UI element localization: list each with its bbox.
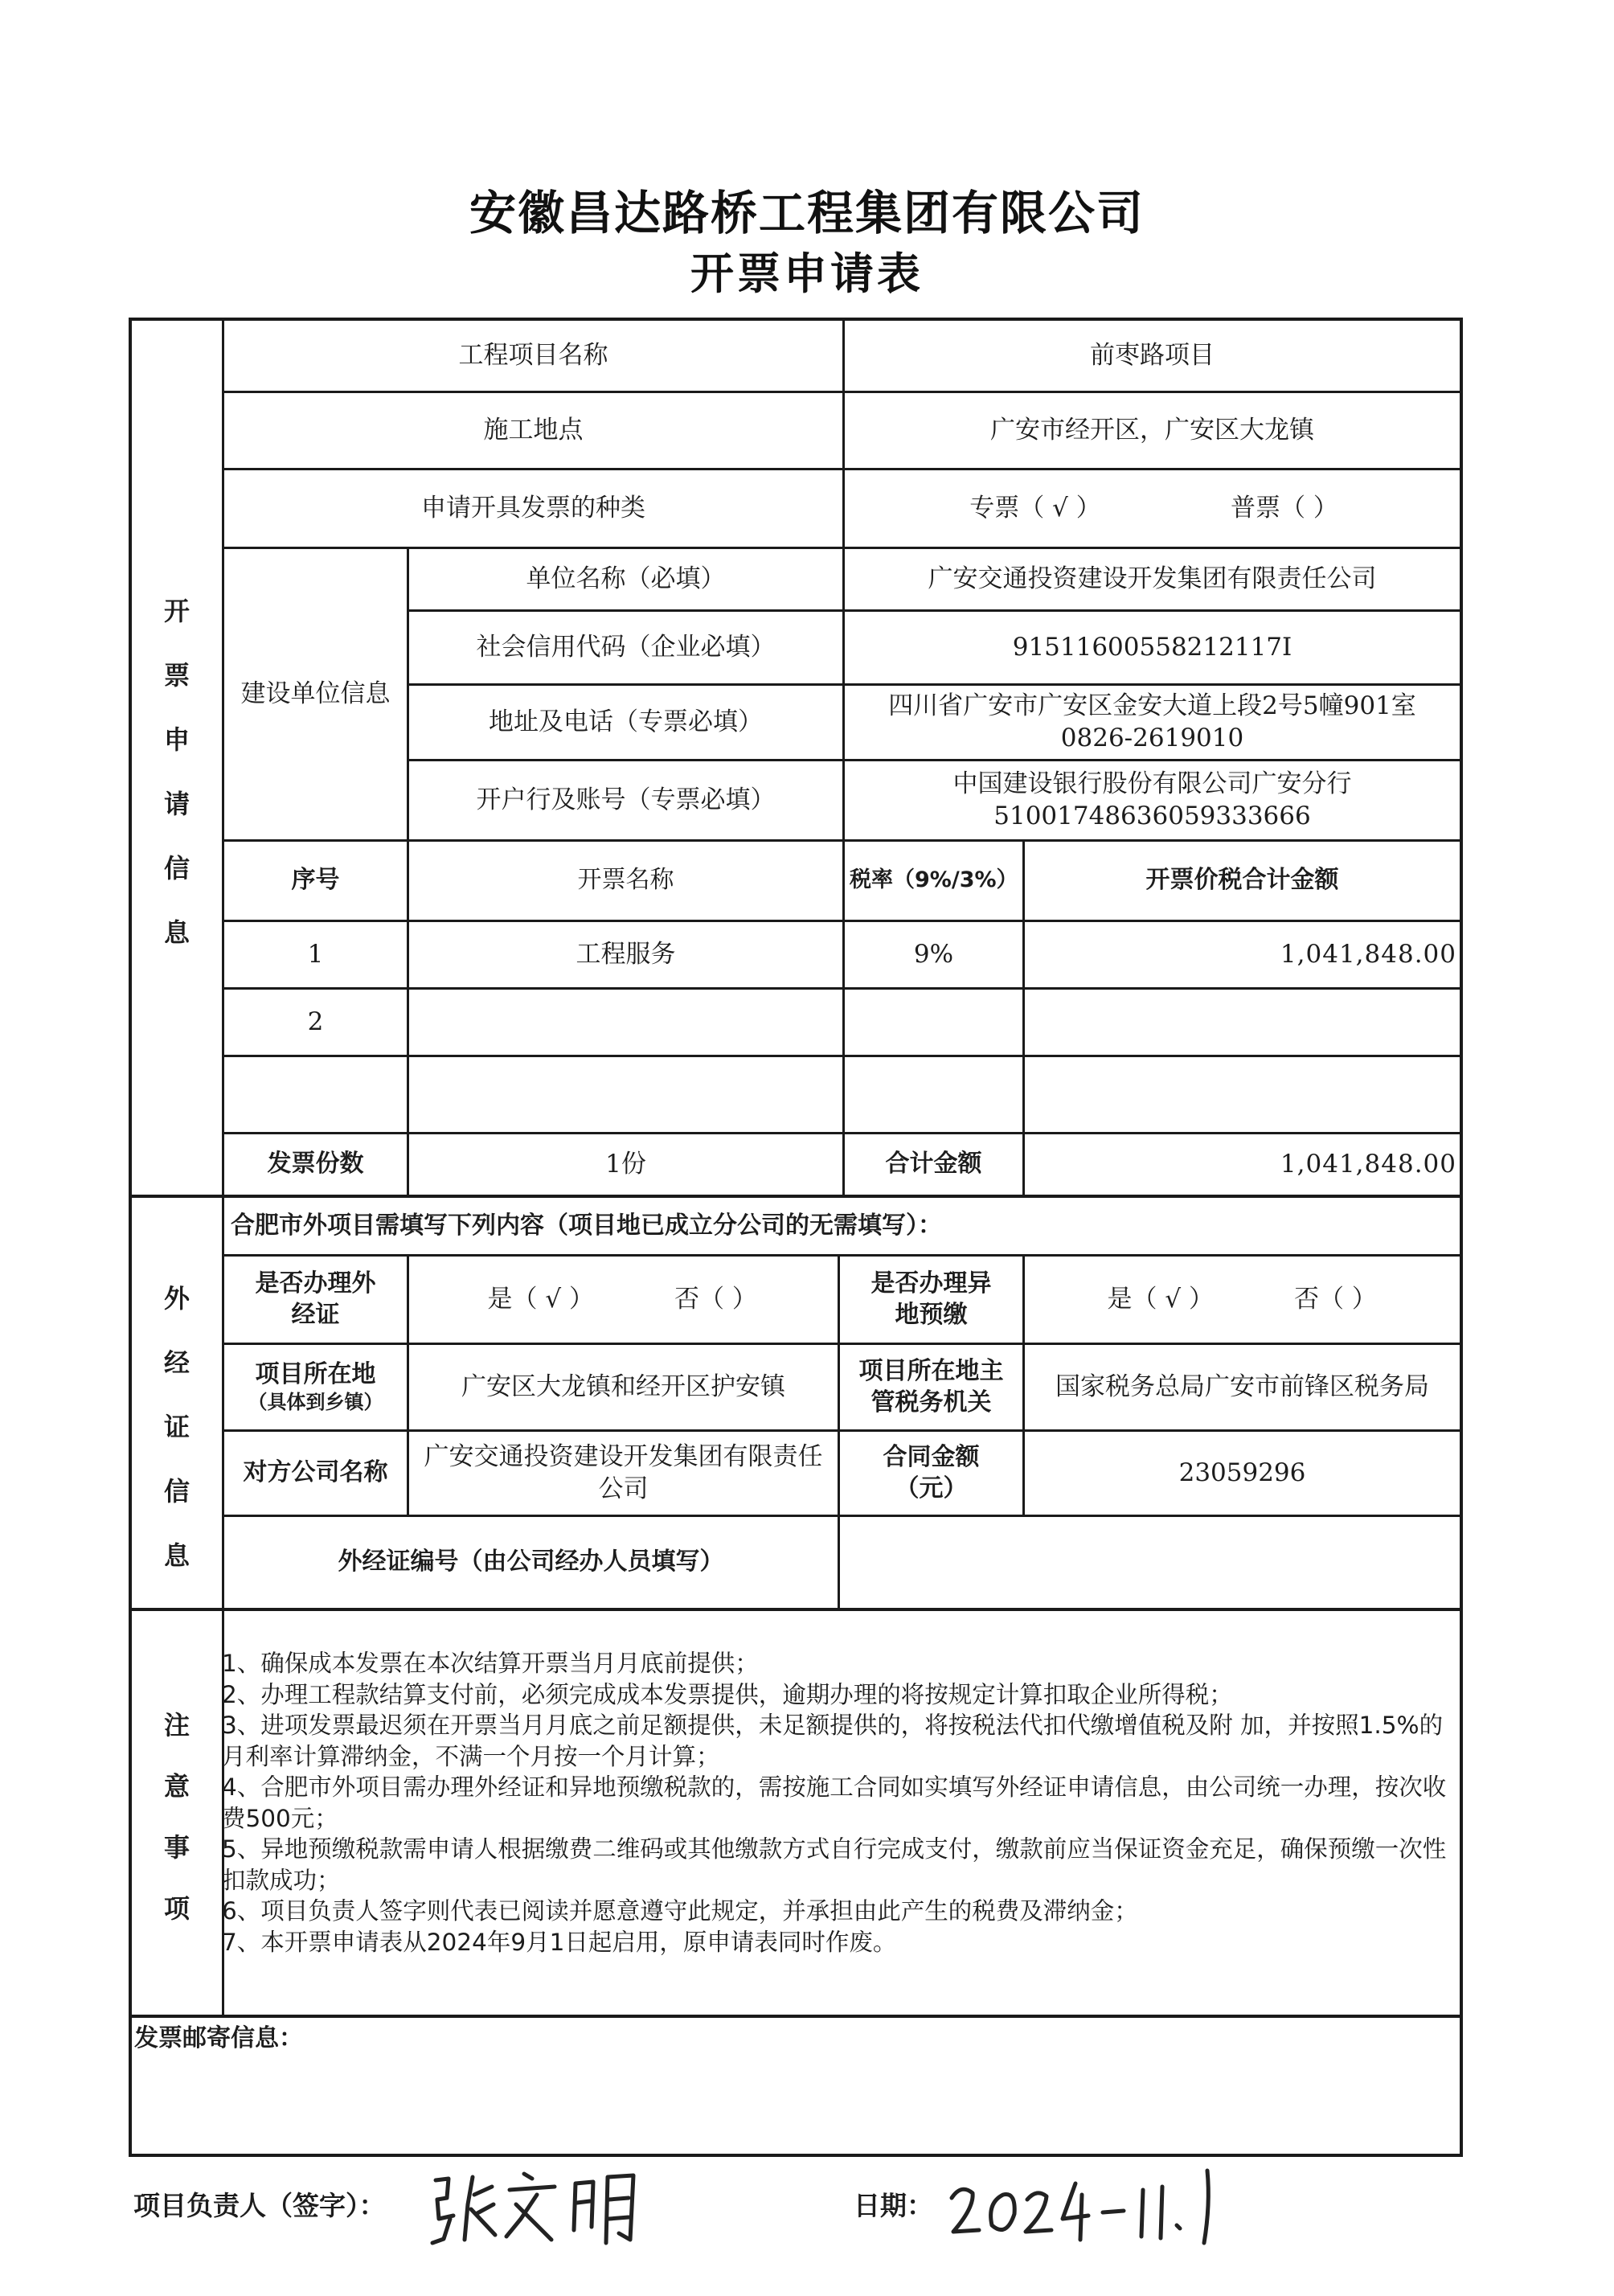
builder-name-label: 单位名称（必填） xyxy=(526,564,726,593)
side-label-notes xyxy=(132,1680,222,1954)
location-label xyxy=(224,1345,407,1429)
counterparty-label: 对方公司名称 xyxy=(243,1458,388,1487)
side-char: 经 xyxy=(163,1347,190,1378)
address-label: 地址及电话（专票必填） xyxy=(489,707,763,736)
builder-group-label: 建设单位信息 xyxy=(240,679,391,708)
side-char: 息 xyxy=(163,1540,190,1571)
item-2-no: 2 xyxy=(307,1007,324,1036)
side-char: 事 xyxy=(163,1832,190,1863)
items-header-no: 序号 xyxy=(291,866,340,895)
item-2-rate xyxy=(845,990,1022,1055)
mailing-info-label: 发票邮寄信息： xyxy=(134,2024,303,2052)
notes-list xyxy=(222,1648,1460,1958)
copies-value: 1份 xyxy=(605,1149,646,1179)
note-item: 6、项目负责人签字则代表已阅读并愿意遵守此规定，并承担由此产生的税费及滞纳金； xyxy=(222,1897,1138,1925)
side-char: 申 xyxy=(163,724,190,755)
contract-value: 23059296 xyxy=(1178,1458,1306,1487)
bank-label: 开户行及账号（专票必填） xyxy=(476,785,776,814)
note-item: 1、确保成本发票在本次结算开票当月月底前提供； xyxy=(222,1650,759,1677)
total-label: 合计金额 xyxy=(885,1150,982,1179)
credit-code-label: 社会信用代码（企业必填） xyxy=(476,632,776,662)
side-char: 注 xyxy=(163,1710,190,1740)
prepay-no: 否（ ） xyxy=(1294,1284,1377,1314)
side-char: 信 xyxy=(163,853,190,884)
handwritten-date xyxy=(945,2163,1235,2251)
cert-no: 否（ ） xyxy=(674,1284,757,1314)
special-invoice-option: 专票（ √ ） xyxy=(969,493,1101,523)
item-1-name: 工程服务 xyxy=(576,939,676,969)
item-2-name xyxy=(409,990,842,1055)
copies-label: 发票份数 xyxy=(267,1150,364,1179)
builder-name-value: 广安交通投资建设开发集团有限责任公司 xyxy=(928,564,1377,593)
handwritten-signature xyxy=(426,2163,659,2251)
note-item: 4、合肥市外项目需办理外经证和异地预缴税款的，需按施工合同如实填写外经证申请信息，由公司统一办理，按次收费500元； xyxy=(222,1773,1447,1832)
tax-office-label xyxy=(840,1345,1022,1429)
outbound-intro: 合肥市外项目需填写下列内容（项目地已成立分公司的无需填写）： xyxy=(231,1211,942,1240)
note-item: 7、本开票申请表从2024年9月1日起启用，原申请表同时作废。 xyxy=(222,1928,897,1956)
items-header-rate: 税率（9%/3%） xyxy=(850,867,1018,893)
tax-office-value: 国家税务总局广安市前锋区税务局 xyxy=(1055,1371,1429,1401)
cert-label-text: 是否办理外经证 xyxy=(255,1269,376,1329)
project-name-value: 前枣路项目 xyxy=(1090,340,1215,370)
location-value: 广安区大龙镇和经开区护安镇 xyxy=(461,1371,785,1401)
side-char: 票 xyxy=(163,660,190,691)
phone-value: 0826-2619010 xyxy=(1060,723,1244,752)
note-item: 3、进项发票最迟须在开票当月月底之前足额提供，未足额提供的，将按税法代扣代缴增值税及附 加，并按照1.5%的月利率计算滞纳金，不满一个月按一个月计算； xyxy=(222,1712,1444,1770)
item-3-amount xyxy=(1025,1057,1460,1132)
account-value: 51001748636059333666 xyxy=(993,801,1311,830)
project-name-label: 工程项目名称 xyxy=(458,340,608,370)
bank-account-value xyxy=(845,761,1460,839)
invoice-kind-label: 申请开具发票的种类 xyxy=(421,493,645,523)
prepay-yes: 是（ √ ） xyxy=(1107,1284,1214,1314)
site-value: 广安市经开区，广安区大龙镇 xyxy=(990,415,1314,445)
date-label: 日期： xyxy=(854,2190,933,2221)
company-title: 安徽昌达路桥工程集团有限公司 xyxy=(469,186,1145,240)
side-char: 息 xyxy=(163,917,190,948)
location-label-sub: （具体到乡镇） xyxy=(248,1391,383,1414)
cert-number-value xyxy=(840,1517,1460,1608)
counterparty-value xyxy=(409,1432,838,1515)
item-3-no xyxy=(224,1057,407,1132)
address-value: 四川省广安市广安区金安大道上段2号5幢901室 xyxy=(888,691,1416,720)
items-header-amount: 开票价税合计金额 xyxy=(1145,866,1339,895)
contract-label-text: 合同金额（元） xyxy=(883,1443,980,1503)
side-char: 请 xyxy=(163,789,190,819)
item-1-rate: 9% xyxy=(913,939,954,969)
cert-yes: 是（ √ ） xyxy=(487,1284,594,1314)
form-title: 开票申请表 xyxy=(690,248,924,299)
note-item: 5、异地预缴税款需申请人根据缴费二维码或其他缴款方式自行完成支付，缴款前应当保证资金充足，确保预缴一次性扣款成功； xyxy=(222,1835,1447,1894)
counterparty-text: 广安交通投资建设开发集团有限责任公司 xyxy=(424,1441,823,1503)
location-label-main: 项目所在地 xyxy=(255,1359,376,1388)
side-char: 开 xyxy=(163,596,190,626)
item-3-rate xyxy=(845,1057,1022,1132)
item-2-amount xyxy=(1025,990,1460,1055)
side-char: 项 xyxy=(163,1893,190,1924)
manager-signature-label: 项目负责人（签字）： xyxy=(133,2190,386,2221)
side-char: 证 xyxy=(163,1412,190,1442)
side-char: 信 xyxy=(163,1476,190,1507)
tax-office-label-text: 项目所在地主管税务机关 xyxy=(858,1357,1004,1417)
site-label: 施工地点 xyxy=(483,415,584,445)
note-item: 2、办理工程款结算支付前，必须完成成本发票提供，逾期办理的将按规定计算扣取企业所得税； xyxy=(222,1680,1233,1708)
total-value: 1,041,848.00 xyxy=(1280,1149,1456,1179)
item-1-amount: 1,041,848.00 xyxy=(1280,939,1456,969)
side-label-invoice-info xyxy=(132,563,222,981)
item-1-no: 1 xyxy=(307,939,324,969)
prepay-label-text: 是否办理异地预缴 xyxy=(870,1269,992,1329)
item-3-name xyxy=(409,1057,842,1132)
ordinary-invoice-option: 普票（ ） xyxy=(1231,493,1338,523)
cert-number-label: 外经证编号（由公司经办人员填写） xyxy=(338,1548,724,1576)
credit-code-value: 91511600558212117I xyxy=(1012,632,1292,662)
items-header-name: 开票名称 xyxy=(577,866,674,895)
side-char: 外 xyxy=(163,1283,190,1314)
side-label-outbound xyxy=(132,1254,222,1600)
contract-label xyxy=(840,1432,1022,1515)
address-phone-value xyxy=(845,686,1460,759)
side-char: 意 xyxy=(163,1771,190,1802)
prepay-label xyxy=(840,1257,1022,1343)
bank-value: 中国建设银行股份有限公司广安分行 xyxy=(952,769,1352,798)
cert-label xyxy=(224,1257,407,1343)
